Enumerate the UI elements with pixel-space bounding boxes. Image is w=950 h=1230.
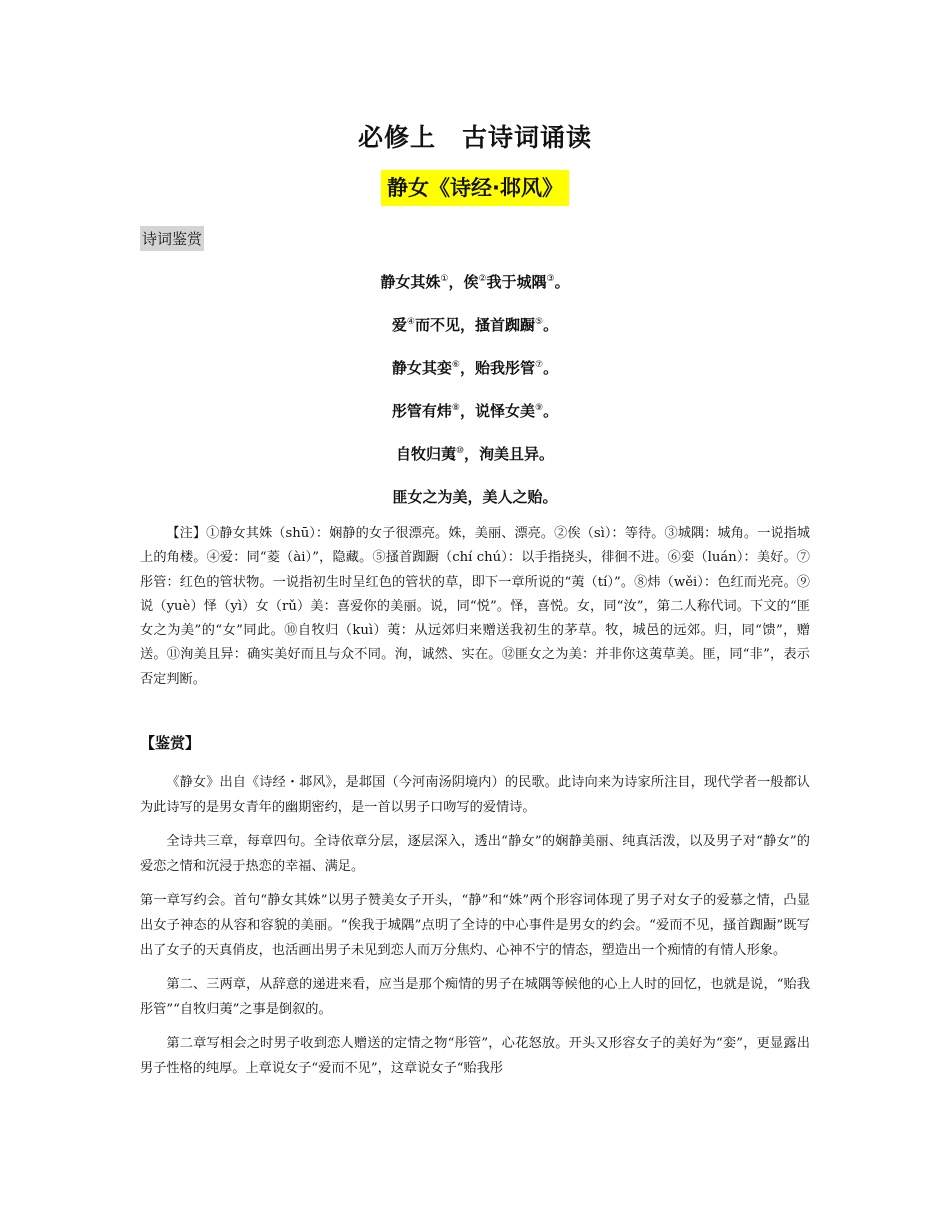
footnote-marker: ⑦ (535, 360, 544, 370)
section-label-appreciation: 诗词鉴赏 (140, 226, 204, 251)
poem-line (0, 268, 950, 311)
poem-fragment: ，贻我彤管 (459, 359, 535, 377)
appreciation-heading: 【鉴赏】 (140, 734, 201, 752)
poem-fragment: 爱 (391, 316, 407, 334)
poem-fragment: 静女其姝 (380, 273, 441, 291)
poem-fragment: ，俟 (448, 273, 479, 291)
appreciation-paragraph: 第二、三两章，从辞意的递进来看，应当是那个痴情的男子在城隅等候他的心上人时的回忆，也就是说，“贻我彤管”“自牧归荑”之事是倒叙的。 (140, 977, 810, 1017)
poem-fragment: ，洵美且异。 (464, 445, 555, 463)
poem-fragment: 彤管有炜 (391, 402, 452, 420)
appreciation-paragraph: 第二章写相会之时男子收到恋人赠送的定情之物“彤管”，心花怒放。开头又形容女子的美好为“娈”，更显露出男子性格的纯厚。上章说女子“爱而不见”，这章说女子“贻我彤 (140, 1036, 810, 1076)
poem-line (0, 440, 950, 483)
poem-fragment: 而不见，搔首踟蹰 (414, 316, 535, 334)
footnote-marker: ② (478, 274, 487, 284)
poem-text (0, 268, 950, 526)
footnote-marker: ⑥ (451, 360, 460, 370)
footnote-marker: ① (440, 274, 449, 284)
poem-title-highlight: 静女《诗经·邶风》 (381, 170, 569, 206)
footnote-marker: ⑤ (535, 317, 544, 327)
poem-fragment: 。 (554, 273, 570, 291)
appreciation-paragraph: 第一章写约会。首句“静女其姝”以男子赞美女子开头，“静”和“姝”两个形容词体现了男子对女子的爱慕之情，凸显出女子神态的从容和容貌的美丽。“俟我于城隅”点明了全诗的中心事件是男女的约会。“爱而不见，搔首踟蹰”既写出了女子的天真俏皮，也活画出男子未见到恋人而万分焦灼、心神不宁的情态，塑造出一个痴情的有情人形象。 (140, 893, 810, 958)
appreciation-paragraph: 《静女》出自《诗经・邶风》，是邶国（今河南汤阴境内）的民歌。此诗向来为诗家所注目，现代学者一般都认为此诗写的是男女青年的幽期密约，是一首以男子口吻写的爱情诗。 (140, 775, 810, 815)
poem-line (0, 483, 950, 526)
annotation-notes: 【注】①静女其姝（shū）：娴静的女子很漂亮。姝，美丽、漂亮。②俟（sì）：等待。③城隅：城角。一说指城上的角楼。④爱：同“菱（ài）”，隐藏。⑤搔首踟蹰（chí chú）：以手指挠头，徘徊不进。⑥娈（luán）：美好。⑦彤管：红色的管状物。一说指初生时呈红色的管状的草，即下一章所说的“荑（tí）”。⑧炜（wěi）：色红而光亮。⑨说（yuè）怿（yì）女（rǔ）美：喜爱你的美丽。说，同“悦”。怿，喜悦。女，同“汝”，第二人称代词。下文的“匪女之为美”的“女”同此。⑩自牧归（kuì）荑：从远郊归来赠送我初生的茅草。牧，城邑的远郊。归，同“馈”，赠送。⑪洵美且异：确实美好而且与众不同。洵，诚然、实在。⑫匪女之为美：并非你这荑草美。匪，同“非”，表示否定判断。 (140, 526, 810, 687)
poem-fragment: 。 (543, 316, 559, 334)
footnote-marker: ④ (406, 317, 415, 327)
poem-line (0, 397, 950, 440)
poem-fragment: 。 (543, 359, 559, 377)
poem-fragment: 静女其娈 (391, 359, 452, 377)
poem-fragment: 我于城隅 (486, 273, 547, 291)
page-title: 必修上 古诗词诵读 (357, 123, 592, 152)
poem-fragment: 自牧归荑 (395, 445, 456, 463)
subtitle-wrap (0, 170, 950, 206)
footnote-marker: ⑩ (455, 446, 465, 456)
poem-fragment: ，说怿女美 (459, 402, 535, 420)
poem-fragment: 匪女之为美，美人之贻。 (392, 488, 558, 506)
footnote-marker: ⑧ (451, 403, 460, 413)
poem-line (0, 354, 950, 397)
footnote-marker: ③ (546, 274, 555, 284)
poem-line (0, 311, 950, 354)
appreciation-body (140, 770, 810, 1090)
poem-fragment: 。 (543, 402, 559, 420)
appreciation-paragraph: 全诗共三章，每章四句。全诗依章分层，逐层深入，透出“静女”的娴静美丽、纯真活泼，以及男子对“静女”的爱恋之情和沉浸于热恋的幸福、满足。 (140, 834, 810, 874)
footnote-marker: ⑨ (535, 403, 544, 413)
